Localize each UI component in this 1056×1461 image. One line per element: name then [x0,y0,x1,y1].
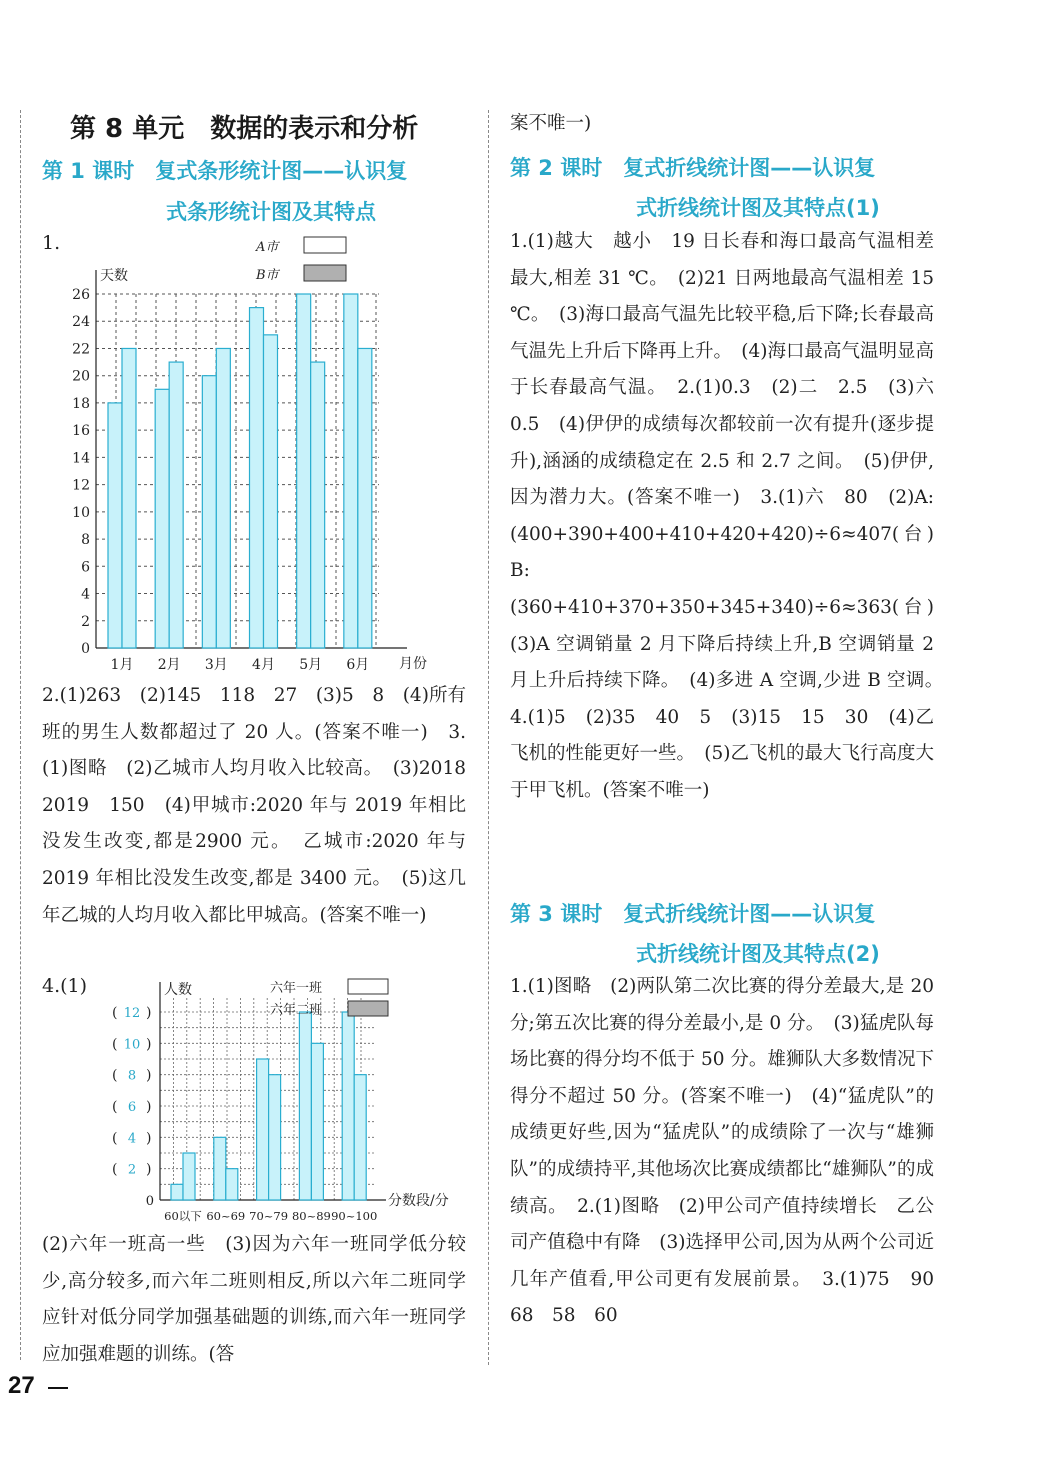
legend-swatch [304,265,346,281]
lesson-1-title: 第 1 课时 复式条形统计图——认识复 [42,159,408,183]
legend-label: B市 [256,268,279,283]
x-tick-label: 3月 [204,657,228,673]
y-tick-paren: ( [112,1161,118,1178]
bar-class-1 [299,1012,311,1200]
y-tick-label: 8 [127,1068,137,1084]
lesson-3-subtitle: 式折线统计图及其特点(2) [636,942,880,966]
y-tick-label: 10 [123,1037,141,1053]
x-tick-label: 80~89 [291,1209,331,1223]
x-tick-label: 1月 [110,657,134,673]
y-tick-label: 22 [72,341,90,358]
y-tick-label: 14 [72,450,90,467]
y-tick-label: 12 [123,1006,141,1021]
y-tick-paren: ) [146,1161,152,1178]
bar-b-city [169,362,183,648]
y-tick-paren: ( [112,1099,118,1115]
bar-b-city [264,335,278,648]
lesson-2-subtitle: 式折线统计图及其特点(1) [636,196,880,220]
x-tick-label: 70~79 [249,1209,289,1223]
y-tick-label: 24 [72,314,90,331]
x-tick-label: 60以下 [164,1209,202,1223]
bar-class-2 [354,1075,366,1200]
bar-class-2 [269,1075,281,1200]
y-tick-label: 18 [72,395,90,412]
bar-class-2 [311,1043,323,1200]
x-tick-label: 4月 [252,657,275,673]
bar-class-1 [171,1184,183,1200]
x-axis-title: 分数段/分 [388,1193,449,1209]
bar-b-city [358,348,372,648]
legend-label: 六年二班 [270,1003,323,1018]
x-axis-title: 月份 [399,656,427,672]
legend-swatch [348,979,388,994]
lesson-2-title: 第 2 课时 复式折线统计图——认识复 [510,156,876,180]
lesson-2-answers: 1.(1)越大 越小 19 日长春和海口最高气温相差最大,相差 31 ℃。 (2)21 日两地最高气温相差 15 ℃。 (3)海口最高气温先比较平稳,后下降;长春最高气温先上升后下降再上升。 (4)海口最高气温明显高于长春最高气温。 2.(1)0.3 (2)二 2.5 (3)六 0.5 (4)伊伊的成绩每次都较前一次有提升(逐步提升),涵涵的成绩稳定在 2.5 和 2.7 之间。 (5)伊伊,因为潜力大。(答案不唯一) 3.(1)六 80 (2)A:(400+390+400+410+420+420)÷6≈407(台) B:(360+410+370+350+345+340)÷6≈363(台) (3)A 空调销量 2 月下降后持续上升,B 空调销量 2 月上升后持续下降。 (4)多进 A 空调,少进 B 空调。 4.(1)5 (2)35 40 5 (3)15 15 30 (4)乙飞机的性能更好一些。 (5)乙飞机的最大飞行高度大于甲飞机。(答案不唯一) [510,231,953,801]
y-tick-label: 4 [127,1131,137,1147]
lesson-1-subtitle: 式条形统计图及其特点 [166,200,376,224]
y-tick-label: 12 [72,477,90,494]
carryover-text: 案不唯一) [510,113,592,134]
legend-label: 六年一班 [270,981,323,996]
x-tick-label: 6月 [346,657,370,673]
left-divider [20,110,21,1360]
x-tick-label: 90~100 [331,1209,378,1223]
y-tick-label: 0 [81,641,90,657]
bar-class-1 [214,1137,226,1200]
y-tick-label: 26 [72,287,90,303]
bar-b-city [122,348,136,648]
bar-a-city [202,376,216,648]
q4-label: 4.(1) [42,975,88,997]
y-tick-paren: ) [146,1005,152,1021]
y-tick-label: 2 [81,613,90,630]
chart-2-bar-chart [42,972,470,1230]
q4-answers: (2)六年一班高一些 (3)因为六年一班同学低分较少,高分较多,而六年二班则相反,所以六年二班同学应针对低分同学加强基础题的训练,而六年一班同学应加强难题的训练。(答 [42,1234,466,1365]
y-tick-paren: ( [112,1036,118,1053]
bar-b-city [216,348,230,648]
y-tick-paren: ( [112,1005,118,1021]
q1-label: 1. [42,232,61,254]
bar-class-1 [257,1059,269,1200]
bar-a-city [297,294,311,648]
y-tick-label: 8 [81,532,90,549]
y-tick-paren: ( [112,1130,118,1147]
y-axis-title: 天数 [100,268,128,284]
lesson-3-answers: 1.(1)图略 (2)两队第二次比赛的得分差最大,是 20 分;第五次比赛的得分差最小,是 0 分。 (3)猛虎队每场比赛的得分均不低于 50 分。雄狮队大多数情况下得分不超过 50 分。(答案不唯一) (4)“猛虎队”的成绩更好些,因为“猛虎队”的成绩除了一次与“雄狮队”的成绩持平,其他场次比赛成绩都比“雄狮队”的成绩高。 2.(1)图略 (2)甲公司产值持续增长 乙公司产值稳中有降 (3)选择甲公司,因为从两个公司近几年产值看,甲公司更有发展前景。 3.(1)75 90 68 58 60 [510,976,953,1327]
y-tick-label: 2 [127,1162,137,1178]
x-tick-label: 5月 [299,657,323,673]
legend-swatch [348,1001,388,1016]
unit-title: 第 8 单元 数据的表示和分析 [70,114,419,144]
chart-1-bar-chart [42,228,470,678]
bar-b-city [311,362,325,648]
y-tick-label: 6 [127,1100,137,1115]
bar-class-1 [342,1012,354,1200]
bar-class-2 [183,1153,195,1200]
lesson-3-title: 第 3 课时 复式折线统计图——认识复 [510,902,876,926]
y-tick-paren: ) [146,1067,152,1084]
y-tick-label: 6 [81,559,90,576]
y-tick-label: 10 [72,504,90,521]
y-tick-paren: ( [112,1067,118,1084]
bar-a-city [155,389,169,648]
y-axis-title: 人数 [164,982,192,998]
y-tick-label: 20 [72,368,90,385]
x-tick-label: 60~69 [206,1209,246,1223]
x-tick-label: 2月 [157,657,181,673]
center-divider [488,110,489,1365]
y-tick-paren: ) [146,1036,152,1053]
legend-label: A市 [256,240,279,255]
q2-q3-answers: 2.(1)263 (2)145 118 27 (3)5 8 (4)所有班的男生人数都超过了 20 人。(答案不唯一) 3.(1)图略 (2)乙城市人均月收入比较高。 (3)2018 2019 150 (4)甲城市:2020 年与 2019 年相比没发生改变,都是2900 元。 乙城市:2020 年与 2019 年相比没发生改变,都是 3400 元。 (5)这几年乙城的人均月收入都比甲城高。(答案不唯一) [42,685,485,926]
y-tick-label: 0 [145,1194,154,1209]
bar-a-city [250,308,264,648]
y-tick-label: 16 [72,423,90,440]
y-tick-paren: ) [146,1099,152,1115]
bar-a-city [344,294,358,648]
y-tick-paren: ) [146,1130,152,1147]
y-tick-label: 4 [81,586,90,603]
legend-swatch [304,237,346,253]
bar-a-city [108,403,122,648]
page-number: 27 [8,1372,35,1399]
page-number-dash [48,1387,68,1389]
bar-class-2 [226,1169,238,1200]
